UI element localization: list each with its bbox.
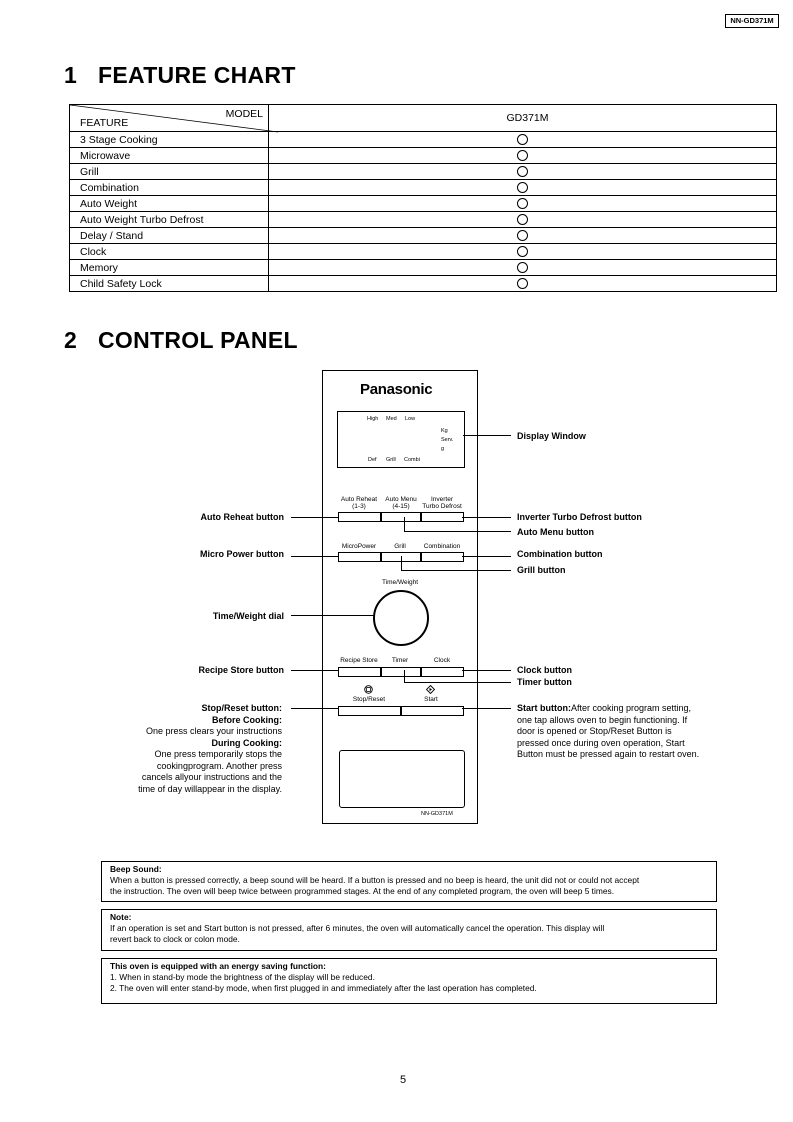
leader-line xyxy=(404,670,405,682)
feature-mark xyxy=(269,260,777,276)
feature-mark xyxy=(269,180,777,196)
stop-reset-button[interactable] xyxy=(338,706,402,716)
header-feature-label: FEATURE xyxy=(80,117,129,129)
feature-name: Memory xyxy=(70,260,269,276)
feature-mark xyxy=(269,148,777,164)
header-model-value: GD371M xyxy=(269,105,777,132)
feature-mark xyxy=(269,228,777,244)
feature-name: Combination xyxy=(70,180,269,196)
start-label: Start xyxy=(424,696,438,703)
circle-icon xyxy=(517,230,528,241)
leader-line xyxy=(291,670,339,671)
clock-button[interactable] xyxy=(420,667,464,677)
operation-note: Note: If an operation is set and Start button is not pressed, after 6 minutes, the oven will automatically cancel the operation. This display will revert back to clock or colon mode. xyxy=(101,909,717,951)
leader-line xyxy=(291,556,339,557)
auto-menu-button[interactable] xyxy=(380,512,422,522)
table-row xyxy=(70,244,777,260)
table-row xyxy=(70,196,777,212)
energy-saving-note: This oven is equipped with an energy saving function: 1. When in stand-by mode the brightness of the display will be reduced. 2. The oven will enter stand-by mode, when first plugged in and immediately after the last operation has completed. xyxy=(101,958,717,1004)
callout-timer: Timer button xyxy=(517,677,572,687)
start-icon xyxy=(426,685,435,694)
callout-stop-reset: Stop/Reset button: Before Cooking: One press clears your instructions During Cooking: One press temporarily stops the cookingprogram. Another press cancels allyour instructions and the time of day willappear in the display. xyxy=(138,703,282,794)
leader-line xyxy=(462,670,511,671)
leader-line xyxy=(291,615,375,616)
leader-line xyxy=(404,531,511,532)
grill-label: Grill xyxy=(394,543,406,550)
callout-recipe-store: Recipe Store button xyxy=(198,665,284,675)
table-row xyxy=(70,212,777,228)
leader-line xyxy=(404,517,405,531)
section-number: 2 xyxy=(64,327,78,353)
page-number: 5 xyxy=(400,1074,407,1086)
beep-sound-note: Beep Sound: When a button is pressed correctly, a beep sound will be heard. If a button is pressed and no beep is heard, the unit did not or could not accept the instruction. The oven will beep twice between programmed stages. At the end of any completed program, the oven will beep 5 times. xyxy=(101,861,717,902)
table-row xyxy=(70,180,777,196)
timer-label: Timer xyxy=(391,657,409,664)
display-g: g xyxy=(441,446,445,452)
leader-line xyxy=(291,517,339,518)
feature-mark xyxy=(269,244,777,260)
leader-line xyxy=(462,517,511,518)
feature-mark xyxy=(269,196,777,212)
feature-mark xyxy=(269,212,777,228)
table-row xyxy=(70,164,777,180)
leader-line xyxy=(401,556,402,570)
leader-line xyxy=(462,556,511,557)
feature-mark xyxy=(269,164,777,180)
circle-icon xyxy=(517,166,528,177)
micro-power-label: MicroPower xyxy=(341,543,377,550)
table-row xyxy=(70,132,777,148)
leader-line xyxy=(462,708,511,709)
circle-icon xyxy=(517,246,528,257)
stop-icon xyxy=(364,685,373,694)
leader-line xyxy=(463,435,511,436)
feature-mark xyxy=(269,132,777,148)
header-diagonal-cell xyxy=(70,105,269,132)
feature-name: Auto Weight Turbo Defrost xyxy=(70,212,269,228)
panel-model-label: NN-GD371M xyxy=(421,811,453,817)
callout-combination: Combination button xyxy=(517,549,603,559)
circle-icon xyxy=(517,198,528,209)
recipe-store-label: Recipe Store xyxy=(340,657,378,664)
table-row xyxy=(70,228,777,244)
lower-window xyxy=(339,750,465,808)
feature-name: Delay / Stand xyxy=(70,228,269,244)
auto-menu-label: Auto Menu (4-15) xyxy=(385,496,417,510)
start-button[interactable] xyxy=(400,706,464,716)
header-model-label: MODEL xyxy=(225,108,263,120)
callout-auto-reheat: Auto Reheat button xyxy=(200,512,284,522)
leader-line xyxy=(404,682,511,683)
feature-name: Microwave xyxy=(70,148,269,164)
model-tag: NN-GD371M xyxy=(725,14,779,28)
section-title: CONTROL PANEL xyxy=(98,327,298,353)
callout-inverter: Inverter Turbo Defrost button xyxy=(517,512,642,522)
table-header-row xyxy=(70,105,777,132)
circle-icon xyxy=(517,214,528,225)
callout-grill: Grill button xyxy=(517,565,566,575)
stop-reset-label: Stop/Reset xyxy=(352,696,386,703)
time-weight-dial[interactable] xyxy=(373,590,429,646)
feature-name: 3 Stage Cooking xyxy=(70,132,269,148)
micro-power-button[interactable] xyxy=(338,552,382,562)
display-serv: Serv. xyxy=(441,437,454,443)
feature-name: Child Safety Lock xyxy=(70,276,269,292)
display-med: Med xyxy=(386,416,397,422)
leader-line xyxy=(291,708,339,709)
callout-start: Start button:After cooking program setting, one tap allows oven to begin functioning. If door is opened or Stop/Reset Button is pressed once during oven operation, Start Button must be pressed again to restart oven. xyxy=(517,703,700,759)
table-row xyxy=(70,276,777,292)
circle-icon xyxy=(517,262,528,273)
section-heading-control-panel xyxy=(64,327,298,354)
callout-display-window: Display Window xyxy=(517,431,586,441)
callout-auto-menu: Auto Menu button xyxy=(517,527,594,537)
section-title: FEATURE CHART xyxy=(98,62,296,88)
display-kg: Kg xyxy=(441,428,448,434)
feature-name: Clock xyxy=(70,244,269,260)
feature-name: Grill xyxy=(70,164,269,180)
display-low: Low xyxy=(405,416,416,422)
brand-logo: Panasonic xyxy=(360,381,433,398)
table-row xyxy=(70,260,777,276)
callout-micro-power: Micro Power button xyxy=(200,549,284,559)
section-number: 1 xyxy=(64,62,78,88)
auto-reheat-button[interactable] xyxy=(338,512,382,522)
feature-mark xyxy=(269,276,777,292)
inverter-turbo-defrost-button[interactable] xyxy=(420,512,464,522)
circle-icon xyxy=(517,134,528,145)
leader-line xyxy=(401,570,511,571)
combination-button[interactable] xyxy=(420,552,464,562)
time-weight-label: Time/Weight xyxy=(381,579,419,586)
circle-icon xyxy=(517,150,528,161)
display-grill: Grill xyxy=(386,457,396,463)
feature-name: Auto Weight xyxy=(70,196,269,212)
callout-clock: Clock button xyxy=(517,665,572,675)
circle-icon xyxy=(517,182,528,193)
table-row xyxy=(70,148,777,164)
circle-icon xyxy=(517,278,528,289)
display-combi: Combi xyxy=(404,457,420,463)
callout-time-weight: Time/Weight dial xyxy=(212,611,284,621)
inverter-label: Inverter Turbo Defrost xyxy=(422,496,462,510)
recipe-store-button[interactable] xyxy=(338,667,382,677)
clock-label: Clock xyxy=(433,657,451,664)
combination-label: Combination xyxy=(423,543,461,550)
display-high: High xyxy=(367,416,379,422)
timer-button[interactable] xyxy=(380,667,422,677)
feature-table xyxy=(69,104,777,292)
section-heading-feature-chart xyxy=(64,62,296,89)
display-def: Def xyxy=(368,457,377,463)
auto-reheat-label: Auto Reheat (1-3) xyxy=(340,496,378,510)
